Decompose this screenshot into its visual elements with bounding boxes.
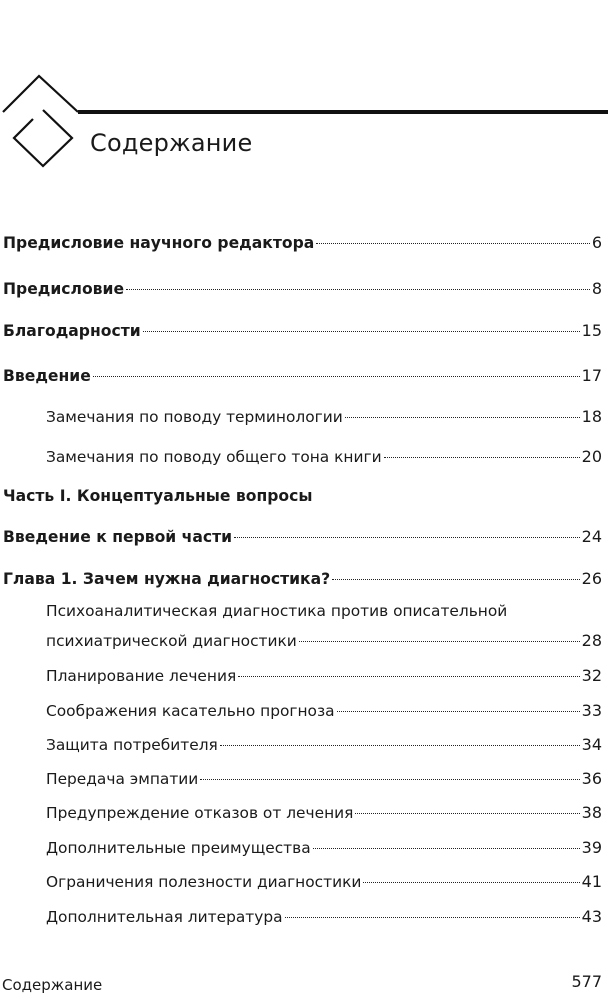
toc-entry-title: Введение bbox=[3, 367, 91, 385]
toc-entry-page: 18 bbox=[581, 407, 602, 426]
toc-entry-title: Планирование лечения bbox=[46, 667, 237, 685]
toc-entry-title: Глава 1. Зачем нужна диагностика? bbox=[3, 570, 331, 588]
toc-entry-title: Предупреждение отказов от лечения bbox=[46, 804, 354, 822]
toc-entry-page: 39 bbox=[581, 838, 602, 857]
toc-entry-title: Замечания по поводу общего тона книги bbox=[46, 448, 382, 466]
toc-subentry[interactable] bbox=[0, 835, 602, 861]
page-title: Содержание bbox=[90, 129, 253, 157]
toc-entry-page: 6 bbox=[591, 233, 602, 252]
toc-entry[interactable] bbox=[0, 566, 602, 592]
dot-leader bbox=[238, 676, 579, 677]
dot-leader bbox=[355, 813, 579, 814]
toc-entry[interactable] bbox=[0, 230, 602, 256]
toc-entry-title: Предисловие научного редактора bbox=[3, 234, 315, 252]
toc-entry-page: 41 bbox=[581, 872, 602, 891]
toc-subentry[interactable] bbox=[0, 628, 602, 654]
toc-part-heading[interactable] bbox=[0, 483, 608, 509]
toc-entry[interactable] bbox=[0, 524, 602, 550]
dot-leader bbox=[220, 745, 580, 746]
toc-entry-page: 20 bbox=[581, 447, 602, 466]
dot-leader bbox=[126, 289, 590, 290]
dot-leader bbox=[200, 779, 579, 780]
toc-entry-title: Передача эмпатии bbox=[46, 770, 199, 788]
toc-subentry[interactable] bbox=[0, 663, 602, 689]
toc-entry-title: Введение к первой части bbox=[3, 528, 233, 546]
chapter-heading-ornament bbox=[0, 60, 608, 180]
toc-subentry[interactable] bbox=[0, 732, 602, 758]
dot-leader bbox=[332, 579, 579, 580]
toc-subentry[interactable] bbox=[0, 904, 602, 930]
toc-entry-title: Ограничения полезности диагностики bbox=[46, 873, 362, 891]
toc-entry-page: 36 bbox=[581, 769, 602, 788]
toc-entry[interactable] bbox=[0, 363, 602, 389]
toc-subentry[interactable] bbox=[0, 404, 602, 430]
toc-entry-page: 8 bbox=[591, 279, 602, 298]
toc-entry-title: Защита потребителя bbox=[46, 736, 218, 754]
dot-leader bbox=[143, 331, 580, 332]
toc-entry-page: 24 bbox=[581, 527, 602, 546]
toc-subentry[interactable] bbox=[0, 800, 602, 826]
toc-entry-page: 33 bbox=[581, 701, 602, 720]
toc-entry-page: 32 bbox=[581, 666, 602, 685]
toc-entry-title: Соображения касательно прогноза bbox=[46, 702, 335, 720]
toc-entry-title: Замечания по поводу терминологии bbox=[46, 408, 343, 426]
toc-subentry[interactable] bbox=[0, 869, 602, 895]
toc-entry-title: Дополнительные преимущества bbox=[46, 839, 311, 857]
dot-leader bbox=[316, 243, 590, 244]
running-footer-title: Содержание bbox=[2, 976, 103, 994]
toc-entry-page: 15 bbox=[581, 321, 602, 340]
toc-entry-page: 34 bbox=[581, 735, 602, 754]
toc-subentry[interactable] bbox=[0, 698, 602, 724]
toc-subentry[interactable] bbox=[0, 444, 602, 470]
toc-entry-title: Дополнительная литература bbox=[46, 908, 283, 926]
toc-entry-page: 26 bbox=[581, 569, 602, 588]
toc-entry-page: 17 bbox=[581, 366, 602, 385]
toc-entry-title: Благодарности bbox=[3, 322, 141, 340]
dot-leader bbox=[337, 711, 580, 712]
dot-leader bbox=[93, 376, 580, 377]
dot-leader bbox=[363, 882, 579, 883]
toc-entry[interactable] bbox=[0, 318, 602, 344]
toc-subentry-title-line1[interactable]: Психоаналитическая диагностика против описательной bbox=[46, 602, 508, 620]
toc-entry[interactable] bbox=[0, 276, 602, 302]
toc-entry-page: 38 bbox=[581, 803, 602, 822]
dot-leader bbox=[313, 848, 580, 849]
dot-leader bbox=[345, 417, 580, 418]
toc-entry-title: Часть I. Концептуальные вопросы bbox=[3, 487, 313, 505]
toc-entry-page: 43 bbox=[581, 907, 602, 926]
dot-leader bbox=[234, 537, 580, 538]
dot-leader bbox=[299, 641, 580, 642]
page-number: 577 bbox=[571, 972, 602, 991]
toc-entry-page: 28 bbox=[581, 631, 602, 650]
dot-leader bbox=[384, 457, 580, 458]
toc-subentry[interactable] bbox=[0, 766, 602, 792]
toc-entry-title: Предисловие bbox=[3, 280, 125, 298]
dot-leader bbox=[285, 917, 580, 918]
toc-entry-title: психиатрической диагностики bbox=[46, 632, 297, 650]
